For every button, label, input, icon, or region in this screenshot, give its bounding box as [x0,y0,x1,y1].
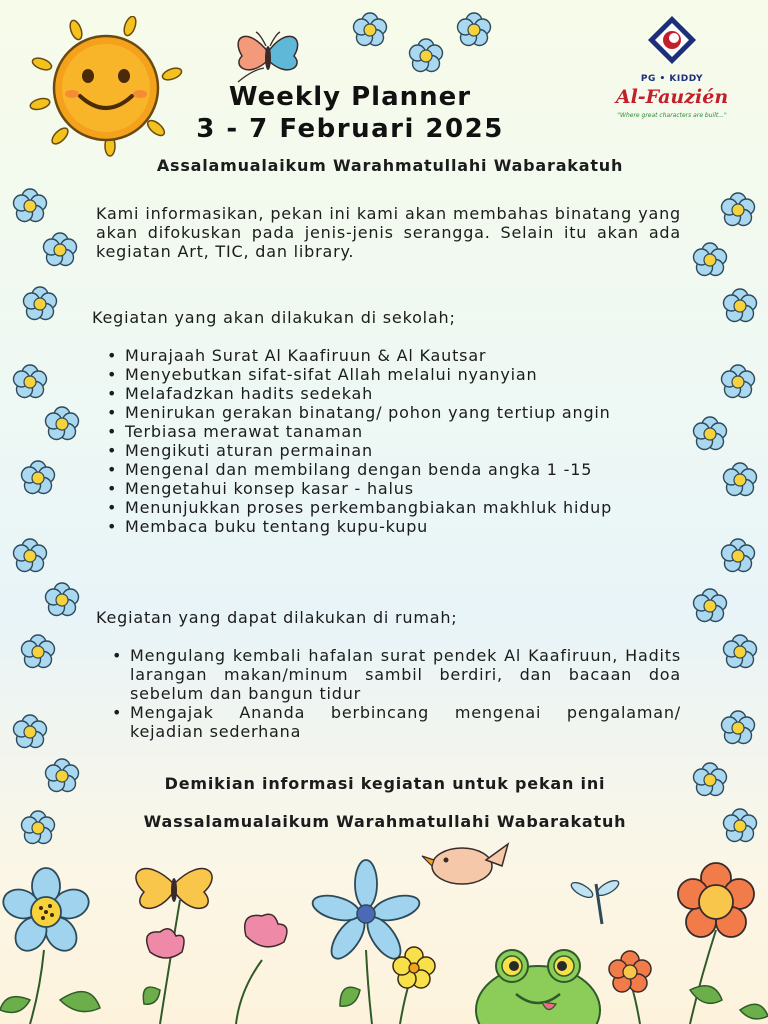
flower-icon [718,362,758,402]
flower-icon [20,284,60,324]
school-section-title: Kegiatan yang akan dilakukan di sekolah; [92,308,456,327]
flower-icon [454,10,494,50]
list-item: • Menyebutkan sifat-sifat Allah melalui nyanyian [104,365,676,384]
flower-icon [10,536,50,576]
closing-salutation: Wassalamualaikum Warahmatullahi Wabarakatuh [143,812,627,831]
list-item: • Mengenal dan membilang dengan benda angka 1 -15 [104,460,676,479]
flower-icon [10,186,50,226]
home-activity-list [109,646,681,741]
butterfly-icon [228,22,308,88]
list-item: • Menunjukkan proses perkembangbiakan makhluk hidup [104,498,676,517]
list-item: • Murajaah Surat Al Kaafiruun & Al Kautsar [104,346,676,365]
flower-icon [688,586,732,626]
flower-icon [688,240,732,280]
list-item: • Mengetahui konsep kasar - halus [104,479,676,498]
flower-icon [718,536,758,576]
home-section-title: Kegiatan yang dapat dilakukan di rumah; [96,608,458,627]
flower-icon [18,458,58,498]
logo-program: PG • KIDDY [640,74,704,84]
date-range: 3 - 7 Februari 2025 [196,114,504,144]
list-item: • Mengulang kembali hafalan surat pendek Al Kaafiruun, Hadits larangan makan/minum sambil berdiri, dan bacaan doa sebelum dan bangun tidur [109,646,681,703]
flower-icon [40,404,84,444]
flower-icon [40,580,84,620]
flower-icon [688,414,732,454]
greeting: Assalamualaikum Warahmatullahi Wabarakatuh [156,156,624,175]
school-activity-list [104,346,676,536]
closing-line: Demikian informasi kegiatan untuk pekan ini [164,774,606,793]
list-item: • Membaca buku tentang kupu-kupu [104,517,676,536]
garden-illustration [0,840,768,1024]
flower-icon [18,632,58,672]
flower-icon [350,10,390,50]
flower-icon [38,230,82,270]
logo-name: Al-Fauzién [615,86,729,108]
list-item: • Melafadzkan hadits sedekah [104,384,676,403]
intro-paragraph: Kami informasikan, pekan ini kami akan membahas binatang yang akan difokuskan pada jenis-jenis serangga. Selain itu akan ada kegiatan Art, TIC, dan library. [96,204,681,261]
page-title: Weekly Planner [228,82,472,112]
list-item: • Terbiasa merawat tanaman [104,422,676,441]
flower-icon [720,632,760,672]
flower-icon [718,190,758,230]
flower-icon [720,460,760,500]
flower-icon [718,708,758,748]
logo-emblem-icon [646,14,698,70]
flower-icon [10,362,50,402]
list-item: • Mengajak Ananda berbincang mengenai pengalaman/ kejadian sederhana [109,703,681,741]
flower-icon [720,286,760,326]
logo-tagline: "Where great characters are built..." [617,112,727,119]
flower-icon [404,34,448,78]
flower-icon [10,712,50,752]
list-item: • Menirukan gerakan binatang/ pohon yang tertiup angin [104,403,676,422]
list-item: • Mengikuti aturan permainan [104,441,676,460]
